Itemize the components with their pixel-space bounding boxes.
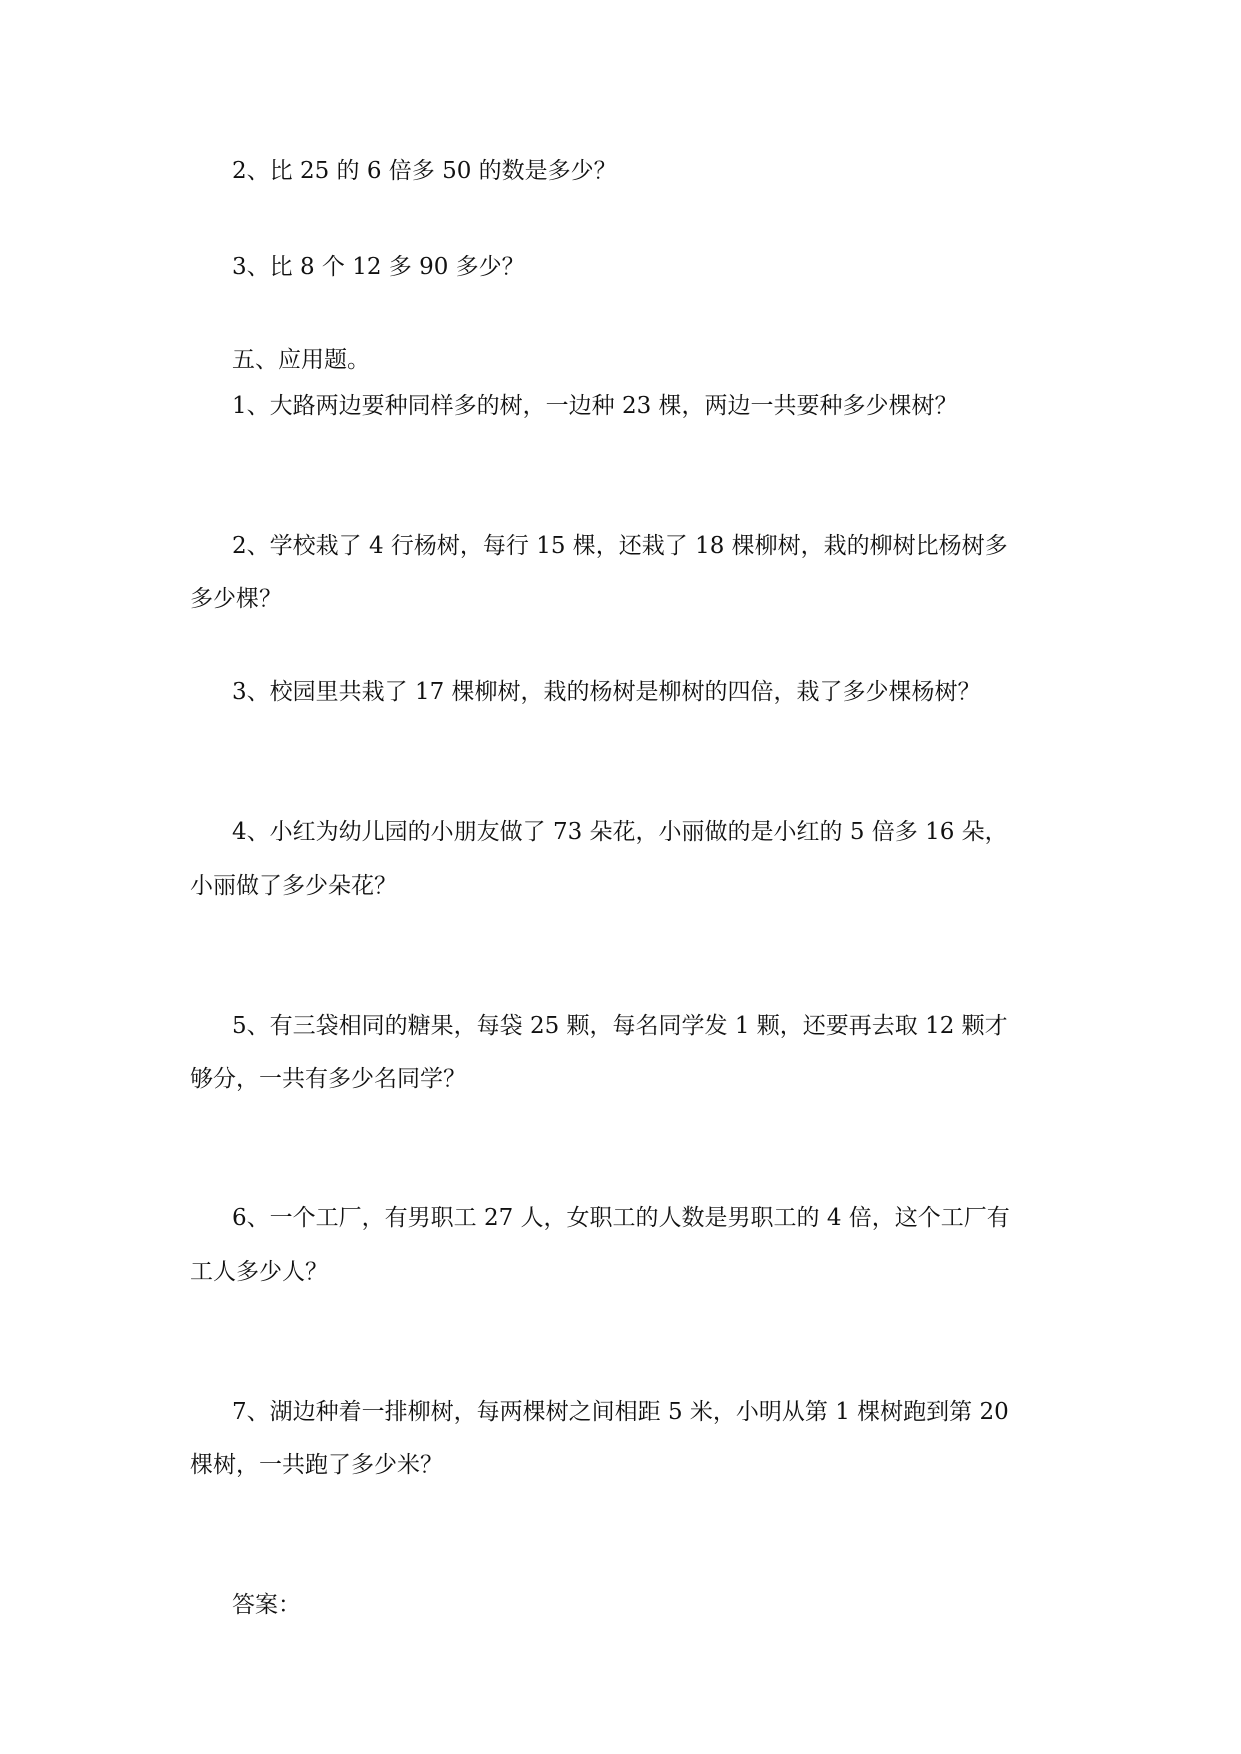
question-5-6-line-1: 6、一个工厂，有男职工 27 人，女职工的人数是男职工的 4 倍，这个工厂有 bbox=[232, 1205, 1010, 1231]
question-5-2-line-1: 2、学校栽了 4 行杨树，每行 15 棵，还栽了 18 棵柳树，栽的柳树比杨树多 bbox=[232, 533, 1008, 559]
question-5-5-line-1: 5、有三袋相同的糖果，每袋 25 颗，每名同学发 1 颗，还要再去取 12 颗才 bbox=[232, 1013, 1008, 1039]
question-5-7-line-1: 7、湖边种着一排柳树，每两棵树之间相距 5 米，小明从第 1 棵树跑到第 20 bbox=[232, 1399, 1009, 1425]
question-5-4-line-1: 4、小红为幼儿园的小朋友做了 73 朵花，小丽做的是小红的 5 倍多 16 朵， bbox=[232, 819, 1008, 845]
question-5-5-line-2: 够分，一共有多少名同学？ bbox=[190, 1066, 466, 1092]
answers-heading: 答案： bbox=[232, 1592, 301, 1618]
question-5-7-line-2: 棵树，一共跑了多少米？ bbox=[190, 1452, 443, 1478]
section-5-heading: 五、应用题。 bbox=[232, 347, 370, 373]
question-5-1: 1、大路两边要种同样多的树，一边种 23 棵，两边一共要种多少棵树？ bbox=[232, 393, 958, 419]
question-5-4-line-2: 小丽做了多少朵花？ bbox=[190, 873, 397, 899]
question-5-3: 3、校园里共栽了 17 棵柳树，栽的杨树是柳树的四倍，栽了多少棵杨树？ bbox=[232, 679, 981, 705]
question-4-2: 2、比 25 的 6 倍多 50 的数是多少？ bbox=[232, 158, 617, 184]
question-4-3: 3、比 8 个 12 多 90 多少？ bbox=[232, 254, 525, 280]
question-5-2-line-2: 多少棵？ bbox=[190, 586, 282, 612]
question-5-6-line-2: 工人多少人？ bbox=[190, 1259, 328, 1285]
